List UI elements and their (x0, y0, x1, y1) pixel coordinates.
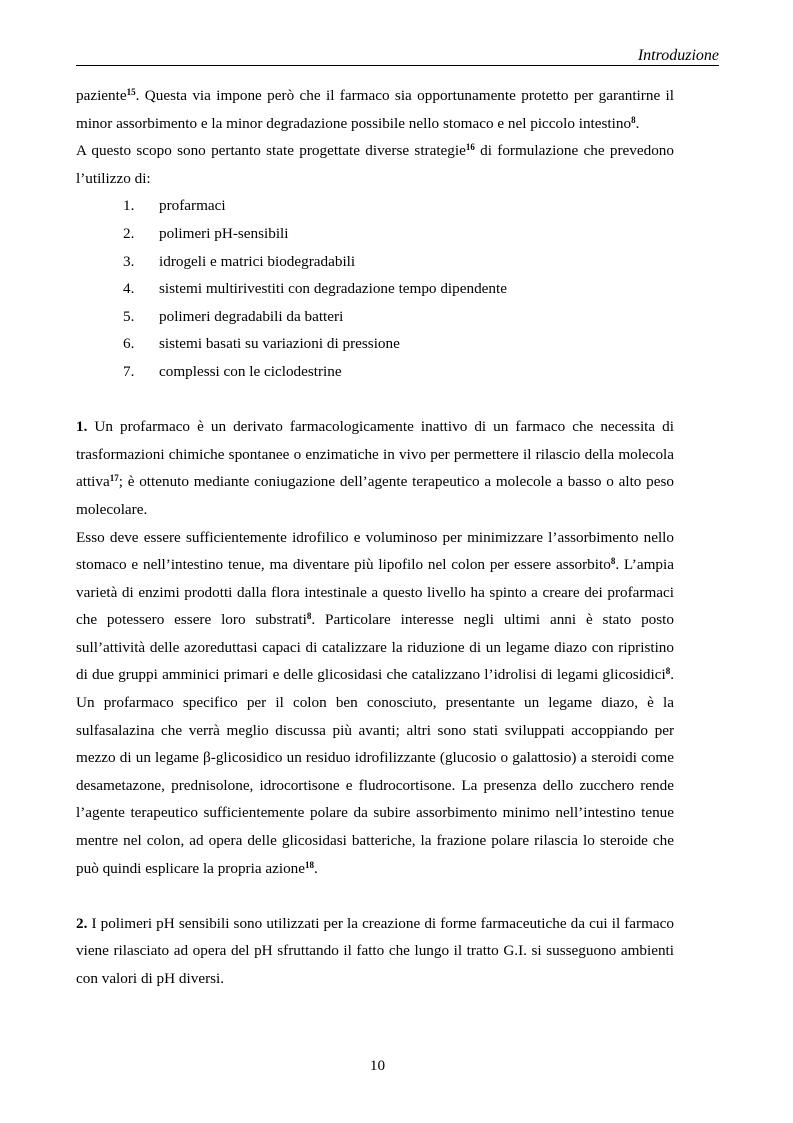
text: ; è ottenuto mediante coniugazione dell’agente terapeutico a molecole a basso o alto peso molecolare. (76, 473, 674, 518)
list-item (76, 303, 674, 331)
text: . Un profarmaco specifico per il colon ben conosciuto, presentante un legame diazo, è la sulfasalazina che verrà meglio discussa più avanti; altri sono stati sviluppati accoppiando per mezzo di un legame β-glicosidico un residuo idrofilizzante (glucosio o galattosio) a steroidi come desametazone, prednisolone, idrocortisone e fludrocortisone. La presenza dello zucchero rende l’agente terapeutico sufficientemente polare da subire assorbimento minimo nell’intestino tenue mentre nel colon, ad opera delle glicosidasi batteriche, la frazione polare rilascia lo steroide che può quindi esplicare la propria azione (76, 666, 674, 877)
page-body (76, 82, 674, 993)
citation-ref: 16 (465, 142, 475, 153)
list-item (76, 358, 674, 386)
text: A questo scopo sono pertanto state progettate diverse strategie (76, 142, 466, 160)
list-item-text: sistemi multirivestiti con degradazione tempo dipendente (159, 280, 507, 298)
list-item-text: polimeri degradabili da batteri (159, 307, 344, 325)
list-item-text: idrogeli e matrici biodegradabili (159, 252, 356, 270)
page-header (76, 46, 719, 66)
paragraph-profarmaci-detail (76, 524, 674, 883)
text: di formulazione che prevedono l’utilizzo di: (76, 142, 674, 187)
text: paziente (76, 87, 127, 104)
text: . Particolare interesse negli ultimi anni è stato posto sull’attività delle azoreduttasi capaci di catalizzare la riduzione di un legame diazo con ripristino di due gruppi amminici primari e delle glicosidasi che catalizzano l’idrolisi di legami glicosidici (76, 611, 674, 684)
header-title: Introduzione (637, 47, 719, 64)
list-item (76, 220, 674, 248)
list-item-text: sistemi basati su variazioni di pressione (159, 335, 400, 353)
paragraph-continuation (76, 82, 674, 137)
text: I polimeri pH sensibili sono utilizzati per la creazione di forme farmaceutiche da cui il farmaco viene rilasciato ad opera del pH sfruttando il fatto che lungo il tratto G.I. si susseguono ambienti con valori di pH diversi. (76, 914, 674, 987)
citation-ref: 8 (610, 556, 616, 567)
list-item-number: 1. (123, 197, 135, 215)
list-item (76, 275, 674, 303)
citation-ref: 8 (306, 611, 312, 622)
list-item-number: 3. (123, 252, 135, 270)
citation-ref: 15 (126, 87, 136, 98)
list-item-number: 4. (123, 280, 135, 298)
page-number: 10 (369, 1057, 386, 1074)
paragraph-strategies-intro (76, 137, 674, 192)
spacer (76, 386, 674, 414)
paragraph-profarmaci (76, 413, 674, 523)
citation-ref: 8 (631, 114, 636, 125)
text: . (635, 114, 640, 132)
text: . Questa via impone però che il farmaco sia opportunamente protetto per garantirne il minor assorbimento e la minor degradazione possibile nello stomaco e nel piccolo intestino (76, 87, 674, 132)
section-number: 1. (76, 418, 88, 436)
text: Esso deve essere sufficientemente idrofilico e voluminoso per minimizzare l’assorbimento nello stomaco e nell’intestino tenue, ma diventare più lipofilo nel colon per essere assorbito (76, 528, 674, 574)
list-item-number: 2. (123, 224, 135, 242)
list-item (76, 330, 674, 358)
list-item-number: 5. (123, 307, 135, 325)
text: . L’ampia varietà di enzimi prodotti dalla flora intestinale a questo livello ha spinto a creare dei profarmaci che potessero essere loro substrati (76, 556, 674, 629)
list-item-text: polimeri pH-sensibili (159, 224, 289, 242)
section-number: 2. (76, 914, 88, 932)
citation-ref: 17 (109, 473, 119, 484)
paragraph-polimeri-ph (76, 910, 674, 993)
text: Un profarmaco è un derivato farmacologicamente inattivo di un farmaco che necessita di trasformazioni chimiche spontanee o enzimatiche in vivo per permettere il rilascio della molecola attiva (76, 418, 674, 491)
list-item-number: 7. (123, 362, 135, 380)
list-item-text: complessi con le ciclodestrine (159, 362, 342, 380)
spacer (76, 882, 674, 910)
list-item (76, 192, 674, 220)
list-item (76, 248, 674, 276)
citation-ref: 8 (665, 666, 671, 677)
text: . (314, 859, 318, 877)
strategies-list (76, 192, 674, 385)
list-item-number: 6. (123, 335, 135, 353)
citation-ref: 18 (305, 859, 314, 870)
list-item-text: profarmaci (159, 197, 226, 215)
